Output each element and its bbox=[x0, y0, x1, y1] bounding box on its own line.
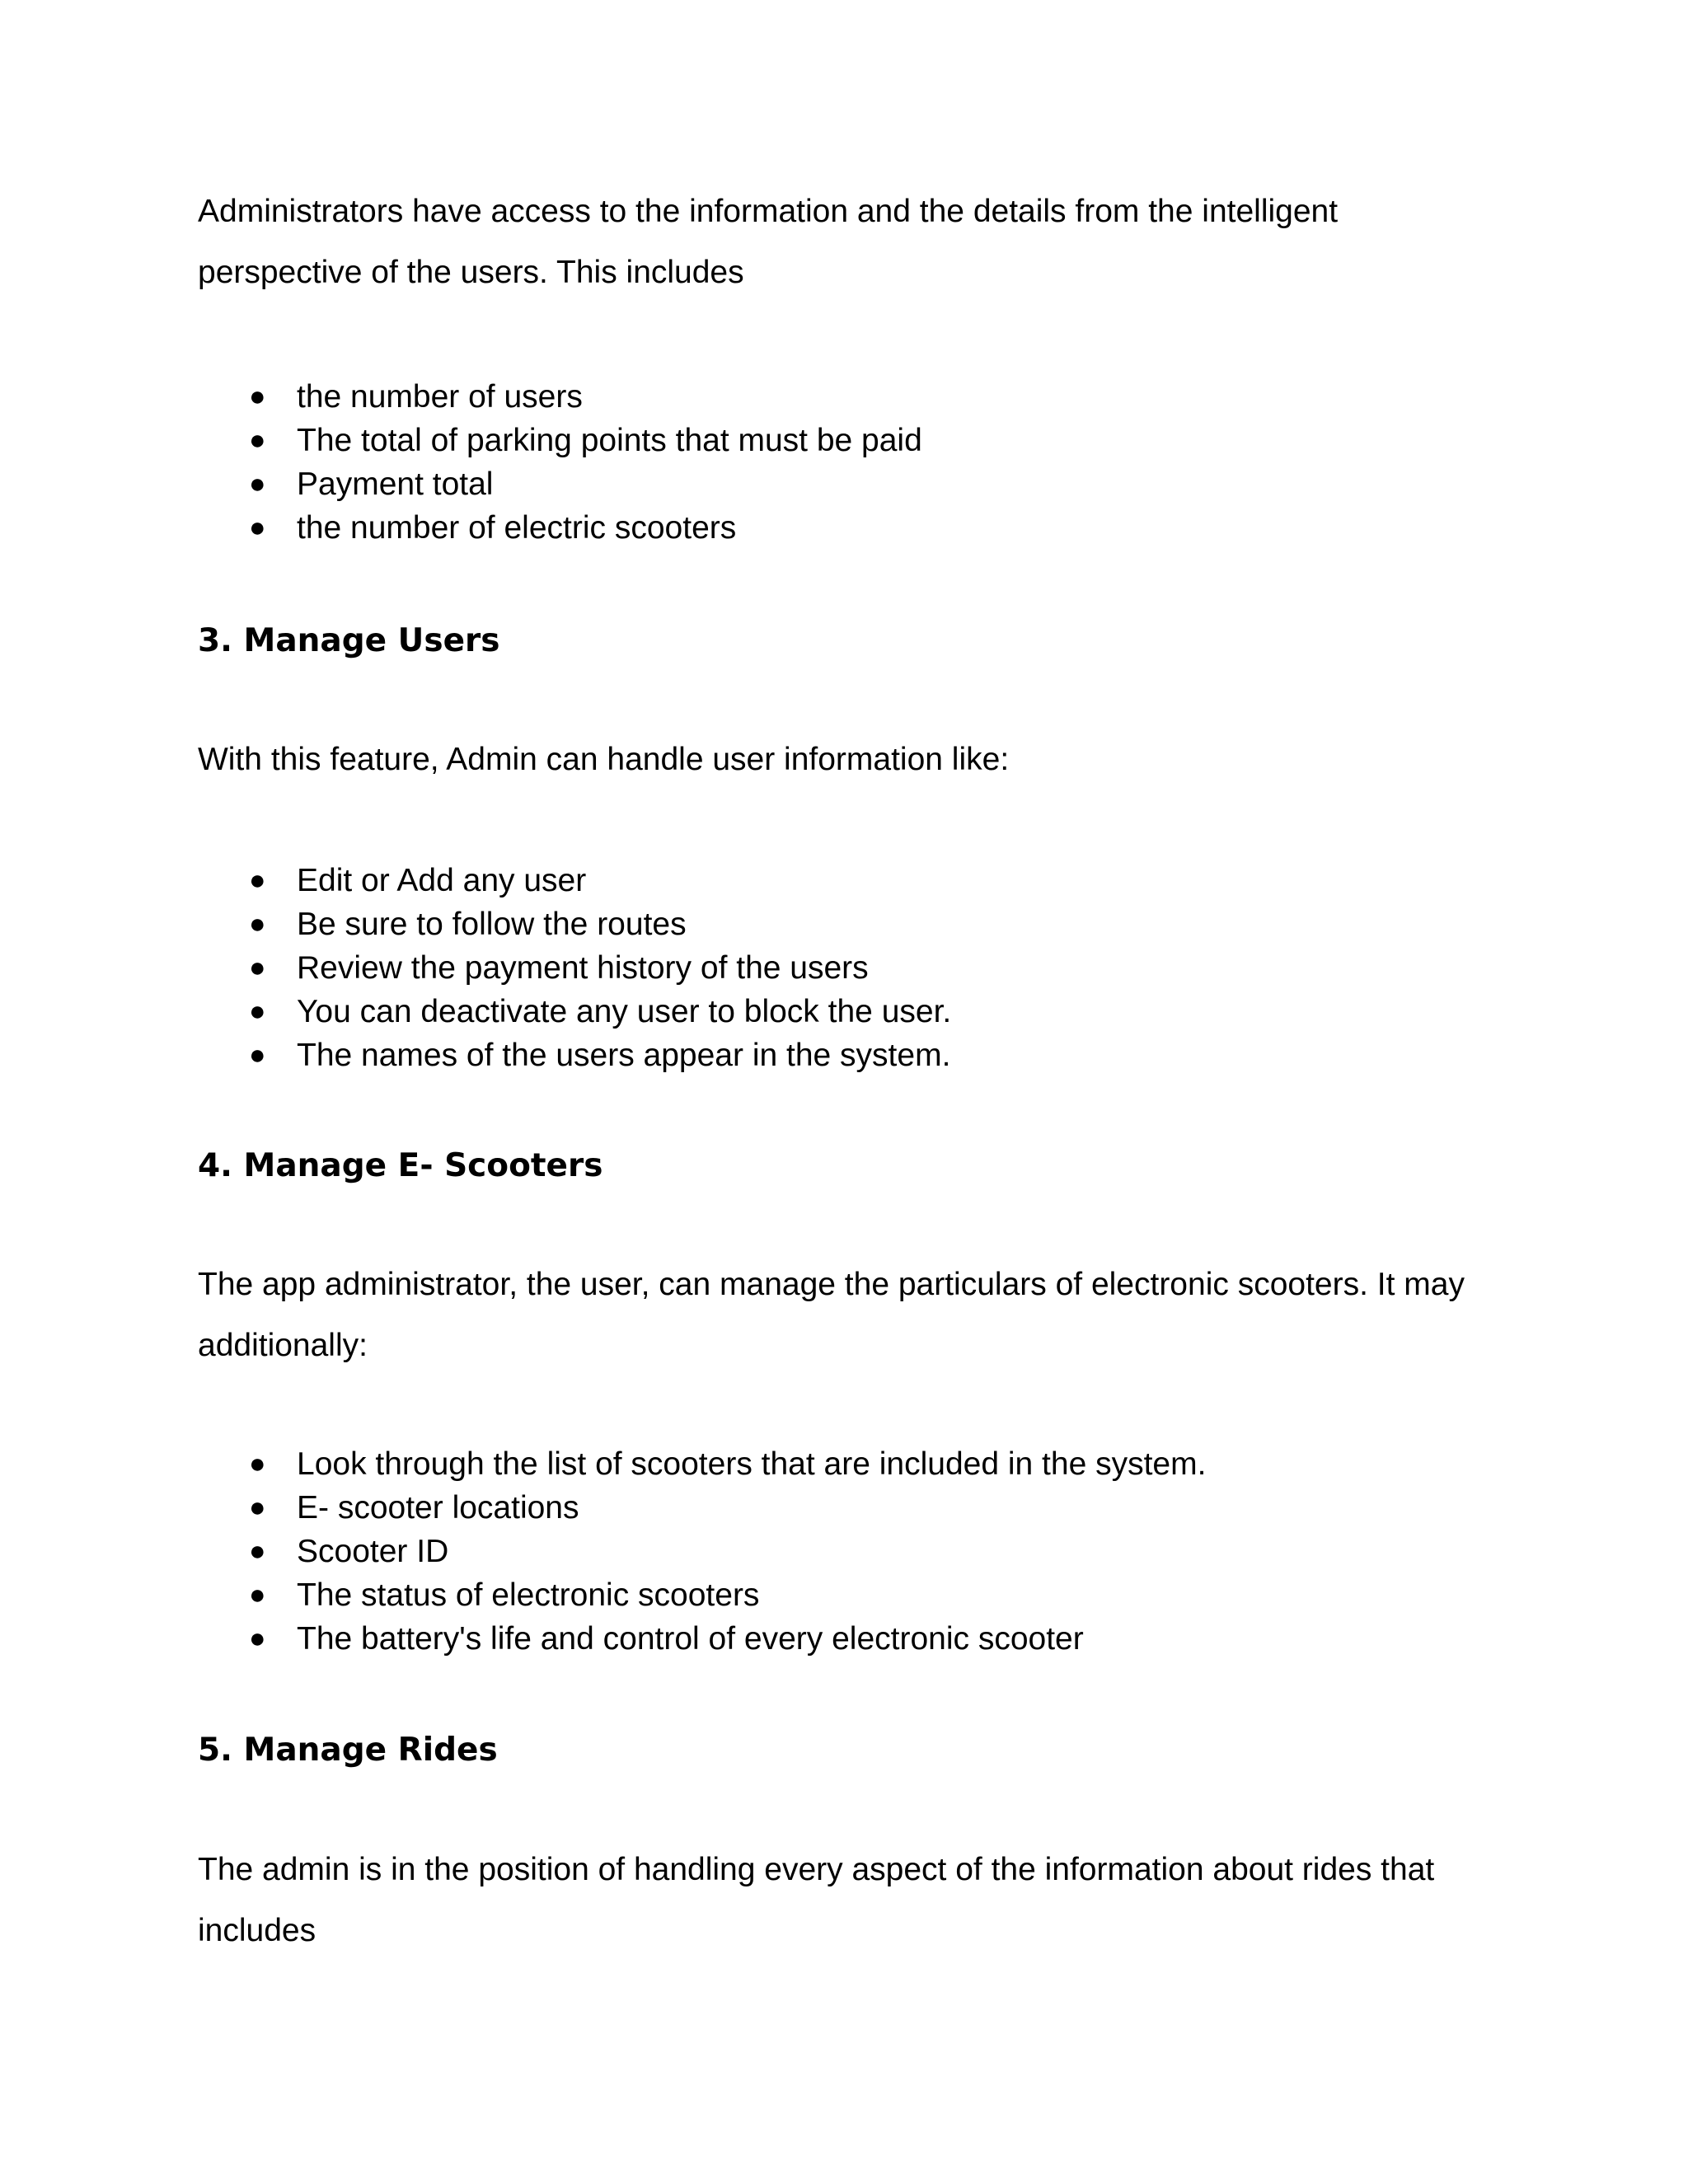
intro-bullet-list bbox=[198, 375, 1500, 550]
list-item: ● Scooter ID bbox=[198, 1530, 1500, 1573]
section-heading-manage-users: 3. Manage Users bbox=[198, 622, 500, 659]
list-item: ● Payment total bbox=[198, 462, 1500, 506]
list-item: ● You can deactivate any user to block the user. bbox=[198, 990, 1500, 1033]
bullet-icon: ● bbox=[249, 1623, 266, 1654]
bullet-icon: ● bbox=[249, 512, 266, 543]
list-item: ● the number of electric scooters bbox=[198, 506, 1500, 550]
bullet-icon: ● bbox=[249, 996, 266, 1027]
bullet-icon: ● bbox=[249, 1535, 266, 1567]
section-paragraph-manage-e-scooters: The app administrator, the user, can manage the particulars of electronic scooters. It may additionally: bbox=[198, 1267, 1465, 1363]
bullet-icon: ● bbox=[249, 865, 266, 896]
list-item: ● Look through the list of scooters that are included in the system. bbox=[198, 1442, 1500, 1486]
list-item: ● Be sure to follow the routes bbox=[198, 902, 1500, 946]
bullet-icon: ● bbox=[249, 468, 266, 499]
bullet-icon: ● bbox=[249, 908, 266, 940]
list-item: ● Review the payment history of the users bbox=[198, 946, 1500, 990]
list-item: ● Edit or Add any user bbox=[198, 859, 1500, 902]
bullet-icon: ● bbox=[249, 1492, 266, 1523]
list-item: ● The names of the users appear in the system. bbox=[198, 1033, 1500, 1077]
manage-users-bullet-list bbox=[198, 859, 1500, 1077]
bullet-icon: ● bbox=[249, 424, 266, 456]
section-heading-manage-rides: 5. Manage Rides bbox=[198, 1732, 498, 1769]
manage-e-scooters-bullet-list bbox=[198, 1442, 1500, 1661]
bullet-icon: ● bbox=[249, 1448, 266, 1479]
list-item: ● The total of parking points that must be paid bbox=[198, 419, 1500, 462]
list-item: ● E- scooter locations bbox=[198, 1486, 1500, 1530]
bullet-icon: ● bbox=[249, 1579, 266, 1610]
list-item: ● the number of users bbox=[198, 375, 1500, 419]
section-paragraph-manage-rides: The admin is in the position of handling every aspect of the information about rides that includes bbox=[198, 1852, 1435, 1948]
section-paragraph-manage-users: With this feature, Admin can handle user information like: bbox=[198, 742, 1010, 777]
list-item: ● The status of electronic scooters bbox=[198, 1573, 1500, 1617]
section-heading-manage-e-scooters: 4. Manage E- Scooters bbox=[198, 1147, 603, 1184]
bullet-icon: ● bbox=[249, 1039, 266, 1071]
bullet-icon: ● bbox=[249, 952, 266, 983]
bullet-icon: ● bbox=[249, 381, 266, 412]
list-item: ● The battery's life and control of every electronic scooter bbox=[198, 1617, 1500, 1661]
intro-paragraph: Administrators have access to the information and the details from the intelligent perspective of the users. This includes bbox=[198, 194, 1339, 290]
